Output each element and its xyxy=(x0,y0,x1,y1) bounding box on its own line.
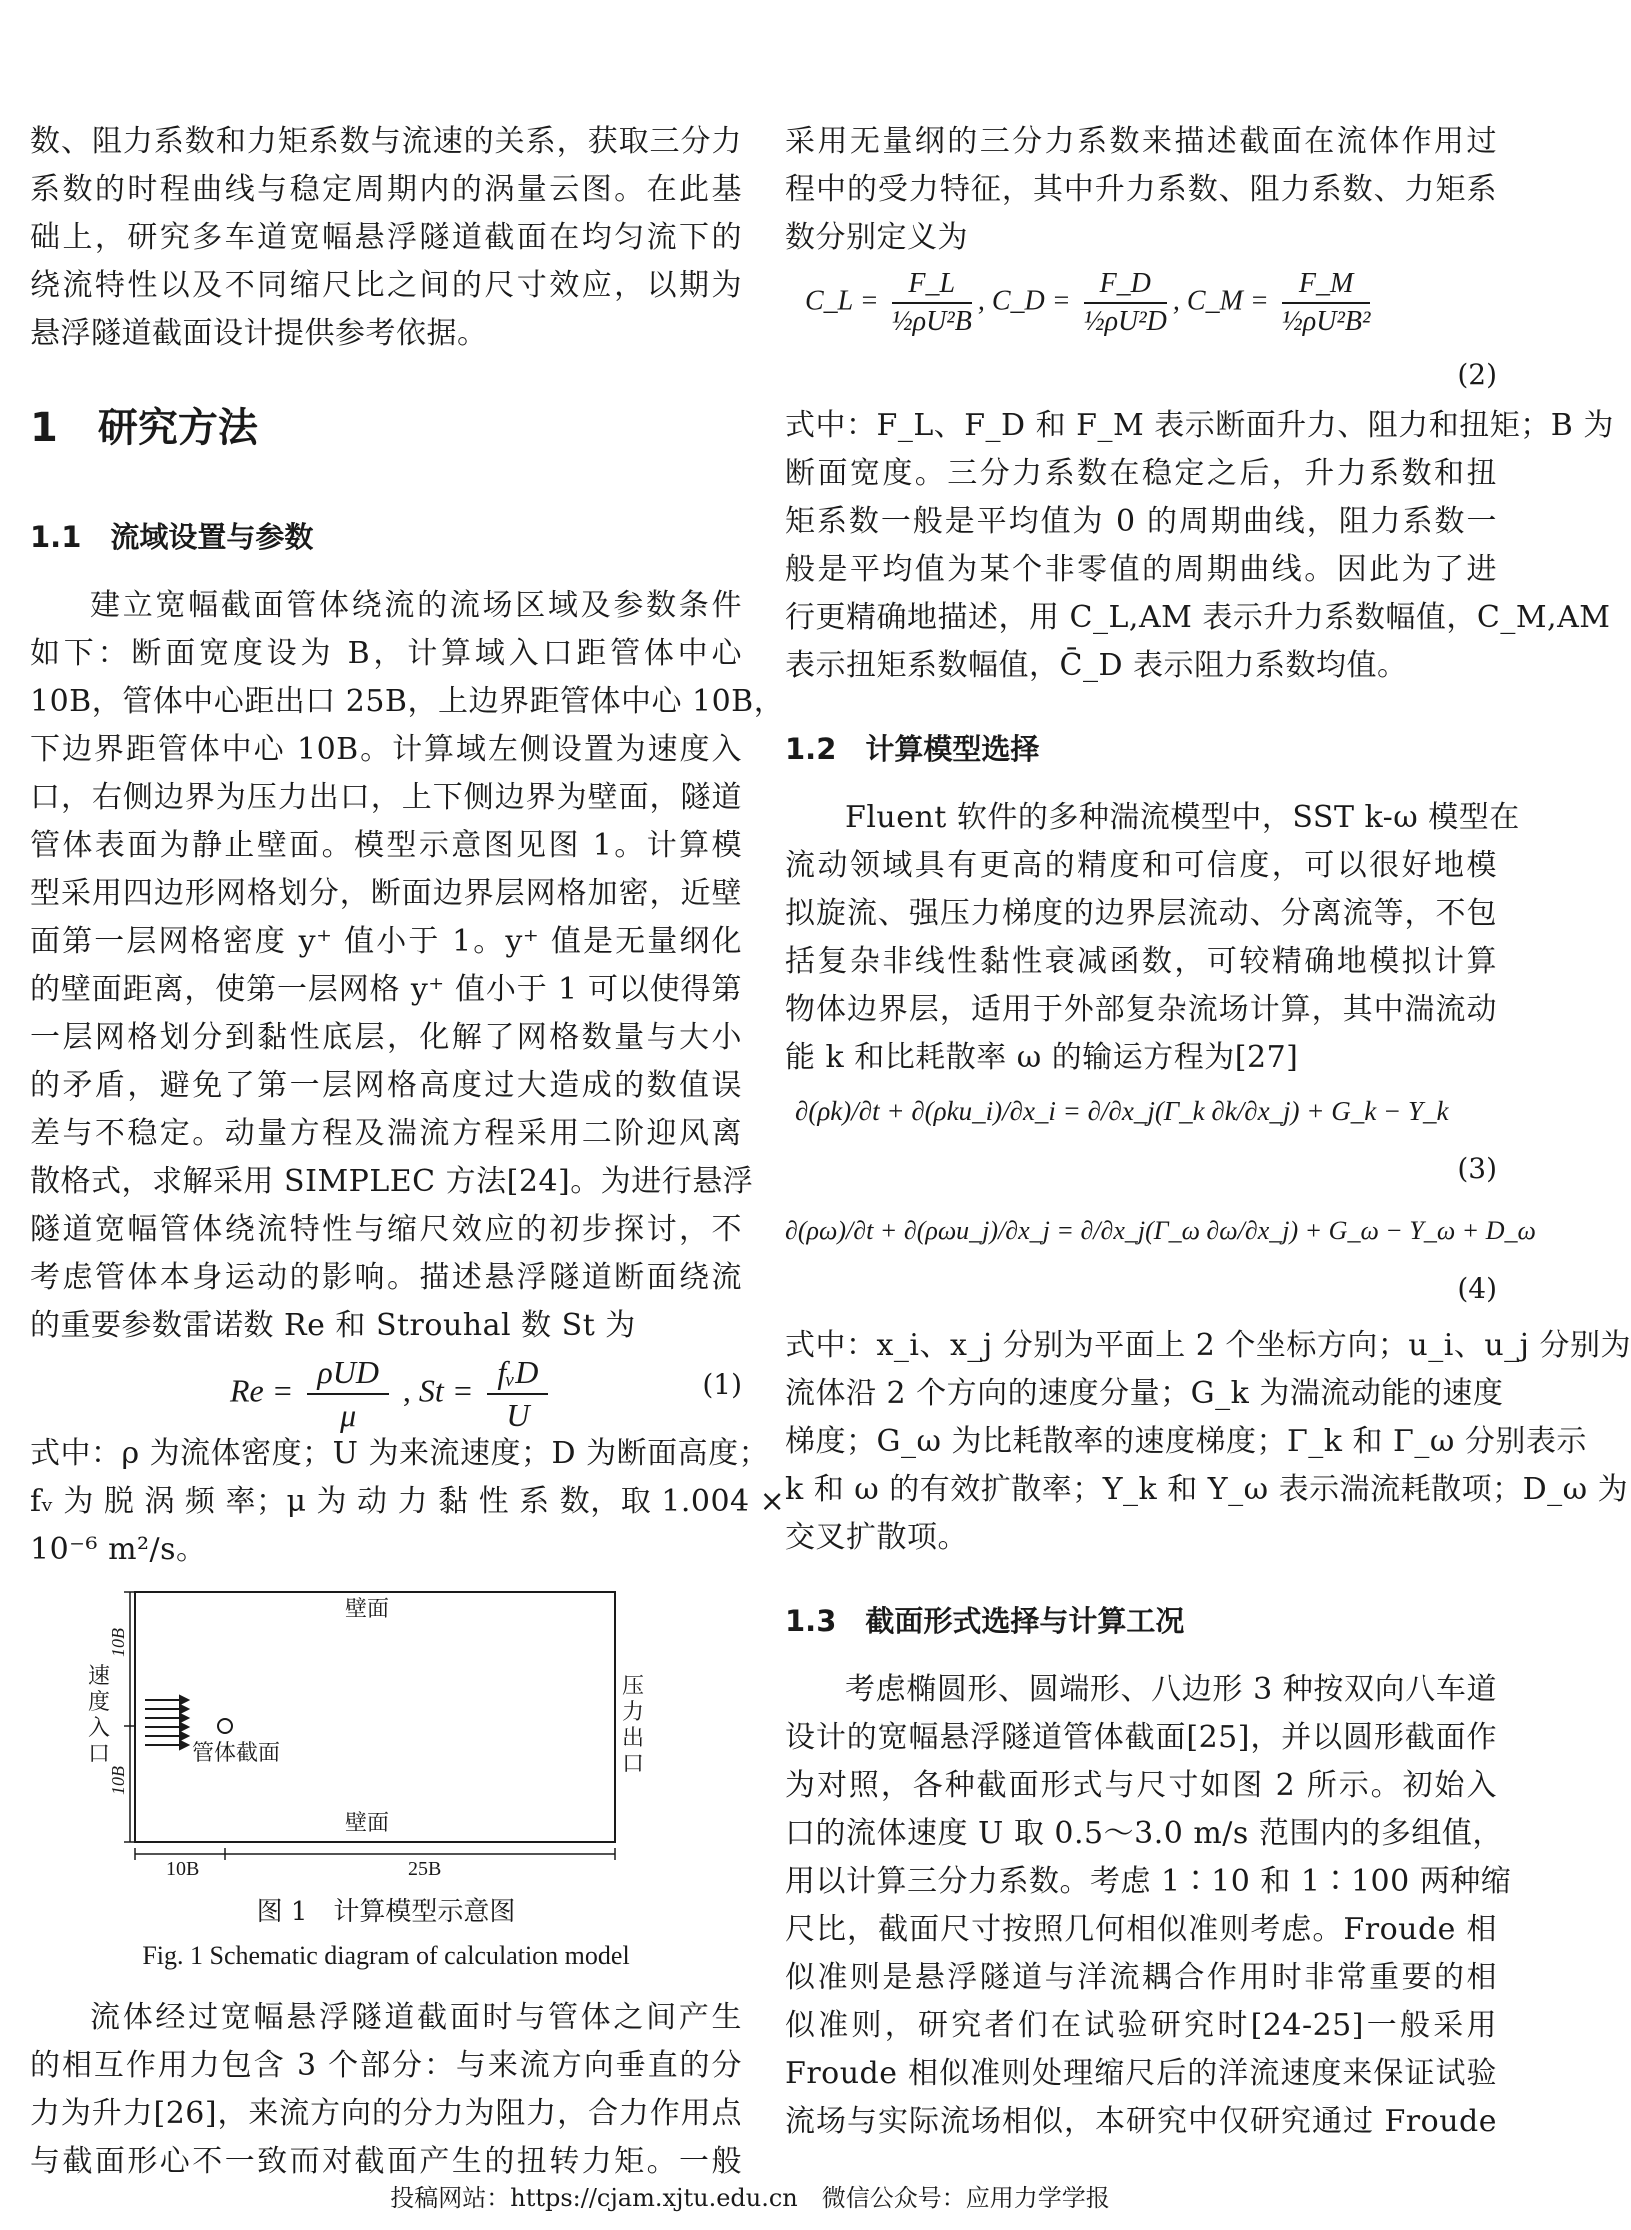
text-line: 梯度；G_ω 为比耗散率的速度梯度；Γ_k 和 Γ_ω 分别表示 xyxy=(785,1424,1587,1459)
text-line: 隧道宽幅管体绕流特性与缩尺效应的初步探讨，不 xyxy=(30,1212,742,1247)
text-line: 流体沿 2 个方向的速度分量；G_k 为湍流动能的速度 xyxy=(785,1376,1504,1411)
eq4-body: ∂(ρω)/∂t + ∂(ρωu_j)/∂x_j = ∂/∂x_j(Γ_ω ∂ω/∂x_j) + G_ω − Y_ω + D_ω xyxy=(785,1216,1536,1245)
text-line: 矩系数一般是平均值为 0 的周期曲线，阻力系数一 xyxy=(785,504,1497,539)
eq1-numerator: ρUD xyxy=(307,1354,389,1395)
text-line: 行更精确地描述，用 C_L,AM 表示升力系数幅值，C_M,AM xyxy=(785,600,1611,635)
eq3-body: ∂(ρk)/∂t + ∂(ρku_i)/∂x_i = ∂/∂x_j(Γ_k ∂k/∂x_j) + G_k − Y_k xyxy=(795,1096,1449,1126)
eq1-fraction-re xyxy=(307,1354,389,1434)
eq2-denominator: ½ρU²B xyxy=(891,306,972,337)
section-1-1-title: 1.1 流域设置与参数 xyxy=(30,520,314,554)
text-line: 尺比，截面尺寸按照几何相似准则考虑。Froude 相 xyxy=(785,1912,1497,1947)
text-line: 与截面形心不一致而对截面产生的扭转力矩。一般 xyxy=(30,2144,742,2179)
paragraph-section-forms xyxy=(785,1666,1512,2146)
dim-top-10b: 10B xyxy=(108,1628,128,1657)
eq2-numerator: F_D xyxy=(1084,268,1167,304)
left-column xyxy=(30,118,786,2186)
text-line: 流场与实际流场相似，本研究中仅研究通过 Froude xyxy=(785,2104,1497,2139)
text-line: 础上，研究多车道宽幅悬浮隧道截面在均匀流下的 xyxy=(30,220,742,255)
text-line: 散格式，求解采用 SIMPLEC 方法[24]。为进行悬浮 xyxy=(30,1164,754,1199)
text-line: 悬浮隧道截面设计提供参考依据。 xyxy=(30,316,488,351)
paragraph-eq-terms xyxy=(785,1322,1631,1562)
text-line: 面第一层网格密度 y⁺ 值小于 1。y⁺ 值是无量纲化 xyxy=(30,924,742,959)
text-line: 口，右侧边界为压力出口，上下侧边界为壁面，隧道 xyxy=(30,780,742,815)
text-line: 般是平均值为某个非零值的周期曲线。因此为了进 xyxy=(785,552,1497,587)
eq2-cd-lhs: C_D = xyxy=(991,285,1071,317)
eq1-lhs-re: Re = xyxy=(230,1372,294,1409)
text-line: 型采用四边形网格划分，断面边界层网格加密，近壁 xyxy=(30,876,742,911)
eq2-denominator: ½ρU²D xyxy=(1083,306,1167,337)
equation-number: (3) xyxy=(1457,1152,1497,1185)
text-line: 力为升力[26]，来流方向的分力为阻力，合力作用点 xyxy=(30,2096,742,2131)
text-line: 绕流特性以及不同缩尺比之间的尺寸效应，以期为 xyxy=(30,268,742,303)
eq1-denominator: μ xyxy=(340,1397,357,1433)
equation-3 xyxy=(785,1082,1497,1202)
text-line: 流体经过宽幅悬浮隧道截面时与管体之间产生 xyxy=(90,2000,742,2035)
eq2-numerator: F_M xyxy=(1282,268,1371,304)
equation-number: (2) xyxy=(1457,358,1497,391)
paragraph-coefficients-intro xyxy=(785,118,1497,262)
text-line: 管体表面为静止壁面。模型示意图见图 1。计算模 xyxy=(30,828,742,863)
pipe-section-circle xyxy=(218,1719,232,1733)
inlet-label: 速度入口 xyxy=(88,1664,111,1767)
text-line: 似准则，研究者们在试验研究时[24-25]一般采用 xyxy=(785,2008,1497,2043)
text-line: 10B，管体中心距出口 25B，上边界距管体中心 10B， xyxy=(30,684,785,719)
text-line: 用以计算三分力系数。考虑 1∶10 和 1∶100 两种缩 xyxy=(785,1864,1512,1899)
text-line: Fluent 软件的多种湍流模型中，SST k-ω 模型在 xyxy=(845,800,1520,835)
dim-bottom-10b: 10B xyxy=(108,1766,128,1795)
eq2-cl-fraction xyxy=(892,268,972,338)
eq1-numerator: fᵥD xyxy=(487,1354,548,1395)
text-line: 物体边界层，适用于外部复杂流场计算，其中湍流动 xyxy=(785,992,1497,1027)
eq2-cm-fraction xyxy=(1282,268,1371,338)
bottom-wall-label: 壁面 xyxy=(345,1811,390,1836)
text-line: 式中：x_i、x_j 分别为平面上 2 个坐标方向；u_i、u_j 分别为 xyxy=(785,1328,1631,1363)
figure-1-caption-cn: 图 1 计算模型示意图 xyxy=(256,1897,516,1927)
text-line: 断面宽度。三分力系数在稳定之后，升力系数和扭 xyxy=(785,456,1497,491)
pipe-section-label: 管体截面 xyxy=(192,1741,281,1766)
text-line: 括复杂非线性黏性衰减函数，可较精确地模拟计算 xyxy=(785,944,1497,979)
eq2-cl-lhs: C_L = xyxy=(805,285,879,317)
text-line: 似准则是悬浮隧道与洋流耦合作用时非常重要的相 xyxy=(785,1960,1497,1995)
text-line: 系数的时程曲线与稳定周期内的涡量云图。在此基 xyxy=(30,172,742,207)
text-line: 差与不稳定。动量方程及湍流方程采用二阶迎风离 xyxy=(30,1116,742,1151)
text-line: 拟旋流、强压力梯度的边界层流动、分离流等，不包 xyxy=(785,896,1497,931)
outlet-label: 压力出口 xyxy=(622,1674,645,1777)
text-line: 表示扭矩系数幅值，C̄_D 表示阻力系数均值。 xyxy=(785,648,1408,683)
text-line: 一层网格划分到黏性底层，化解了网格数量与大小 xyxy=(30,1020,742,1055)
text-line: 交叉扩散项。 xyxy=(785,1520,968,1555)
equation-number: (1) xyxy=(702,1368,742,1401)
text-line: 下边界距管体中心 10B。计算域左侧设置为速度入 xyxy=(30,732,742,767)
text-line: 如下：断面宽度设为 B，计算域入口距管体中心 xyxy=(30,636,742,671)
text-line: k 和 ω 的有效扩散率；Y_k 和 Y_ω 表示湍流耗散项；D_ω 为 xyxy=(785,1472,1629,1507)
section-1-3-title: 1.3 截面形式选择与计算工况 xyxy=(785,1604,1185,1638)
text-line: 数、阻力系数和力矩系数与流速的关系，获取三分力 xyxy=(30,124,742,159)
text-line: 程中的受力特征，其中升力系数、阻力系数、力矩系 xyxy=(785,172,1497,207)
paragraph-coefficients-where xyxy=(785,402,1614,690)
text-line: 考虑椭圆形、圆端形、八边形 3 种按双向八车道 xyxy=(845,1672,1497,1707)
figure-1 xyxy=(30,1574,742,1994)
intro-paragraph xyxy=(30,118,742,358)
text-line: 10⁻⁶ m²/s。 xyxy=(30,1532,207,1567)
bottom-dimension xyxy=(135,1848,615,1860)
section-1-2-title: 1.2 计算模型选择 xyxy=(785,732,1040,766)
paragraph-eq1-where xyxy=(30,1430,786,1574)
text-line: 口的流体速度 U 取 0.5～3.0 m/s 范围内的多组值， xyxy=(785,1816,1503,1851)
text-line: 式中：ρ 为流体密度；U 为来流速度；D 为断面高度； xyxy=(30,1436,770,1471)
text-line: 的壁面距离，使第一层网格 y⁺ 值小于 1 可以使得第 xyxy=(30,972,742,1007)
eq1-fraction-st xyxy=(487,1354,548,1434)
text-line: 的重要参数雷诺数 Re 和 Strouhal 数 St 为 xyxy=(30,1308,636,1343)
domain-boundary xyxy=(135,1592,615,1842)
equation-2: C_L = $\frac{F\_L}{\text{½ρU²B}}$ , C_D = $\frac{F\_D}{\text{½ρU²D}}$ , C_M = $\frac{F\_M}{\text{½ρU²B²}}$ (2) xyxy=(805,268,1497,391)
equation-1 xyxy=(30,1350,742,1433)
text-line: 采用无量纲的三分力系数来描述截面在流体作用过 xyxy=(785,124,1497,159)
text-line: 的矛盾，避免了第一层网格高度过大造成的数值误 xyxy=(30,1068,742,1103)
eq2-cm-lhs: C_M = xyxy=(1186,285,1269,317)
eq1-separator: , xyxy=(402,1372,411,1409)
right-column xyxy=(785,118,1631,2146)
text-line: fᵥ 为 脱 涡 频 率；μ 为 动 力 黏 性 系 数，取 1.004 × xyxy=(30,1484,786,1519)
eq2-cd-fraction xyxy=(1084,268,1167,338)
inflow-arrows xyxy=(145,1696,188,1749)
top-wall-label: 壁面 xyxy=(345,1597,390,1622)
text-line: 为对照，各种截面形式与尺寸如图 2 所示。初始入 xyxy=(785,1768,1497,1803)
paragraph-turbulence-model xyxy=(785,794,1520,1082)
text-line: Froude 相似准则处理缩尺后的洋流速度来保证试验 xyxy=(785,2056,1497,2091)
text-line: 考虑管体本身运动的影响。描述悬浮隧道断面绕流 xyxy=(30,1260,742,1295)
eq2-numerator: F_L xyxy=(892,268,972,304)
text-line: 式中：F_L、F_D 和 F_M 表示断面升力、阻力和扭矩；B 为 xyxy=(785,408,1614,443)
text-line: 设计的宽幅悬浮隧道管体截面[25]，并以圆形截面作 xyxy=(785,1720,1497,1755)
text-line: 流动领域具有更高的精度和可信度，可以很好地模 xyxy=(785,848,1497,883)
paragraph-forces xyxy=(30,1994,742,2186)
text-line: 数分别定义为 xyxy=(785,220,968,255)
equation-4 xyxy=(785,1202,1536,1322)
paragraph-domain-setup xyxy=(30,582,785,1350)
equation-number: (4) xyxy=(1457,1272,1497,1305)
text-line: 能 k 和比耗散率 ω 的输运方程为[27] xyxy=(785,1040,1299,1075)
eq1-lhs-st: St = xyxy=(418,1372,474,1409)
eq1-denominator: U xyxy=(506,1397,530,1433)
text-line: 建立宽幅截面管体绕流的流场区域及参数条件 xyxy=(90,588,742,623)
dim-right-25b: 25B xyxy=(408,1858,442,1880)
dim-left-10b: 10B xyxy=(166,1858,200,1880)
text-line: 的相互作用力包含 3 个部分：与来流方向垂直的分 xyxy=(30,2048,742,2083)
figure-1-caption-en: Fig. 1 Schematic diagram of calculation model xyxy=(142,1941,630,1970)
section-1-title: 1 研究方法 xyxy=(30,405,258,451)
page-footer: 投稿网站：https://cjam.xjtu.edu.cn 微信公众号：应用力学学报 xyxy=(390,2184,1110,2212)
eq2-denominator: ½ρU²B² xyxy=(1281,306,1371,337)
